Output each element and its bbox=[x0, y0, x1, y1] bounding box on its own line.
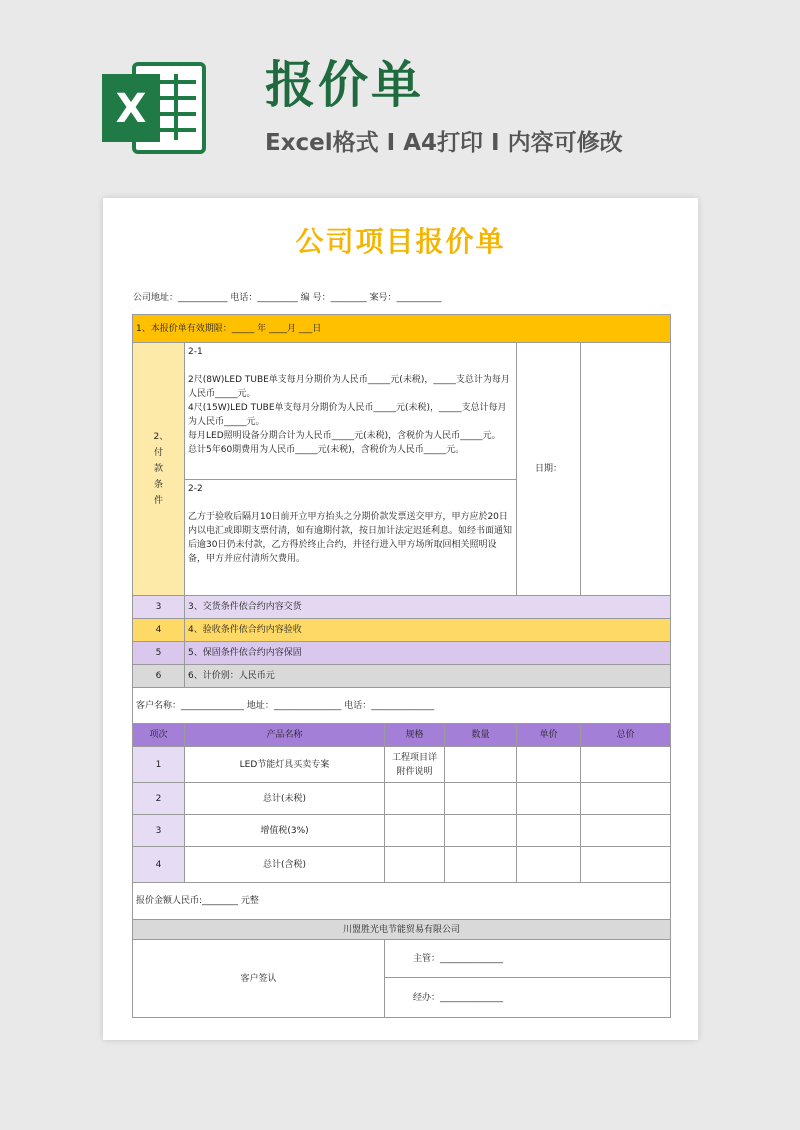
term-text[interactable]: 5、保固条件依合约内容保固 bbox=[185, 642, 671, 665]
warranty-row bbox=[133, 642, 671, 665]
col-header: 项次 bbox=[133, 724, 185, 747]
currency-row bbox=[133, 665, 671, 688]
item-qty[interactable] bbox=[445, 815, 517, 847]
item-total[interactable] bbox=[581, 815, 671, 847]
item-spec[interactable] bbox=[385, 815, 445, 847]
item-unit-price[interactable] bbox=[517, 783, 581, 815]
customer-row bbox=[133, 688, 671, 724]
payment-terms-2[interactable] bbox=[185, 480, 517, 596]
item-spec[interactable]: 工程项目详附件说明 bbox=[385, 747, 445, 783]
item-qty[interactable] bbox=[445, 783, 517, 815]
date-label-cell: 日期： bbox=[517, 343, 581, 596]
table-row bbox=[133, 847, 671, 883]
sub-title: Excel格式 I A4打印 I 内容可修改 bbox=[265, 130, 623, 156]
item-unit-price[interactable] bbox=[517, 815, 581, 847]
item-num: 3 bbox=[133, 815, 185, 847]
quotation-table bbox=[132, 314, 671, 1018]
item-unit-price[interactable] bbox=[517, 747, 581, 783]
item-total[interactable] bbox=[581, 847, 671, 883]
term-num: 4 bbox=[133, 619, 185, 642]
item-unit-price[interactable] bbox=[517, 847, 581, 883]
company-name: 川盟胜光电节能贸易有限公司 bbox=[133, 920, 671, 940]
quotation-sheet bbox=[103, 198, 698, 1040]
handler-cell[interactable]: 经办：______________ bbox=[385, 978, 671, 1018]
col-header: 规格 bbox=[385, 724, 445, 747]
term-num: 3 bbox=[133, 596, 185, 619]
date-value-cell[interactable] bbox=[581, 343, 671, 596]
item-spec[interactable] bbox=[385, 847, 445, 883]
item-name[interactable]: 总计(含税) bbox=[185, 847, 385, 883]
amount-row bbox=[133, 883, 671, 920]
col-header: 产品名称 bbox=[185, 724, 385, 747]
item-name[interactable]: LED节能灯具买卖专案 bbox=[185, 747, 385, 783]
payment-1-head: 2-1 bbox=[188, 347, 203, 357]
items-header-row bbox=[133, 724, 671, 747]
customer-sign-cell[interactable]: 客户签认 bbox=[133, 940, 385, 1018]
supervisor-cell[interactable]: 主管：______________ bbox=[385, 940, 671, 978]
payment-terms-1[interactable] bbox=[185, 343, 517, 480]
company-info-line: 公司地址：___________ 电话：_________ 编 号：________ 案号：__________ bbox=[133, 293, 442, 303]
promo-header bbox=[0, 0, 800, 190]
term-text[interactable]: 4、验收条件依合约内容验收 bbox=[185, 619, 671, 642]
document-title: 公司项目报价单 bbox=[295, 225, 506, 258]
term-text[interactable]: 6、计价别：人民币元 bbox=[185, 665, 671, 688]
item-num: 2 bbox=[133, 783, 185, 815]
payment-row-1 bbox=[133, 343, 671, 480]
payment-label-cell bbox=[133, 343, 185, 596]
col-header: 单价 bbox=[517, 724, 581, 747]
delivery-row bbox=[133, 596, 671, 619]
payment-2-body: 乙方于验收后隔月10日前开立甲方抬头之分期价款发票送交甲方，甲方应於20日内以电汇或即期支票付清，如有逾期付款，按日加计法定迟延利息。如经书面通知后逾30日仍未付款，乙方得於终止合约，并径行进入甲方场所取回相关照明设备，甲方并应付清所欠费用。 bbox=[188, 512, 513, 564]
payment-1-line-3: 每月LED照明设备分期合计为人民币_____元(未税)，含税价为人民币_____元。 bbox=[188, 431, 501, 441]
excel-logo-icon bbox=[100, 60, 208, 156]
item-spec[interactable] bbox=[385, 783, 445, 815]
item-name[interactable]: 总计(未税) bbox=[185, 783, 385, 815]
table-row bbox=[133, 747, 671, 783]
payment-2-head: 2-2 bbox=[188, 484, 203, 494]
item-num: 1 bbox=[133, 747, 185, 783]
item-qty[interactable] bbox=[445, 847, 517, 883]
term-text[interactable]: 3、交货条件依合约内容交货 bbox=[185, 596, 671, 619]
customer-info-cell[interactable]: 客户名称：______________ 地址：_______________ 电话：______________ bbox=[133, 688, 671, 724]
excel-logo-letter: X bbox=[115, 86, 147, 132]
item-qty[interactable] bbox=[445, 747, 517, 783]
col-header: 数量 bbox=[445, 724, 517, 747]
term-num: 5 bbox=[133, 642, 185, 665]
payment-label: 2、付款条件 bbox=[153, 432, 169, 506]
table-row bbox=[133, 783, 671, 815]
item-total[interactable] bbox=[581, 747, 671, 783]
acceptance-row bbox=[133, 619, 671, 642]
validity-cell[interactable]: 1、本报价单有效期限：_____ 年 ____月 ___日 bbox=[133, 315, 671, 343]
signature-row-1 bbox=[133, 940, 671, 978]
payment-1-line-2: 4尺(15W)LED TUBE单支每月分期价为人民币_____元(未税)，_____支总计每月为人民币_____元。 bbox=[188, 403, 507, 427]
validity-row bbox=[133, 315, 671, 343]
item-total[interactable] bbox=[581, 783, 671, 815]
payment-1-line-1: 2尺(8W)LED TUBE单支每月分期价为人民币_____元(未税)，_____支总计为每月人民币_____元。 bbox=[188, 375, 510, 399]
main-title: 报价单 bbox=[265, 56, 424, 114]
term-num: 6 bbox=[133, 665, 185, 688]
table-row bbox=[133, 815, 671, 847]
company-row bbox=[133, 920, 671, 940]
payment-1-line-4: 总计5年60期费用为人民币_____元(未税)，含税价为人民币_____元。 bbox=[188, 445, 465, 455]
item-num: 4 bbox=[133, 847, 185, 883]
col-header: 总价 bbox=[581, 724, 671, 747]
item-name[interactable]: 增值税(3%) bbox=[185, 815, 385, 847]
amount-cell[interactable]: 报价金额人民币:________ 元整 bbox=[133, 883, 671, 920]
